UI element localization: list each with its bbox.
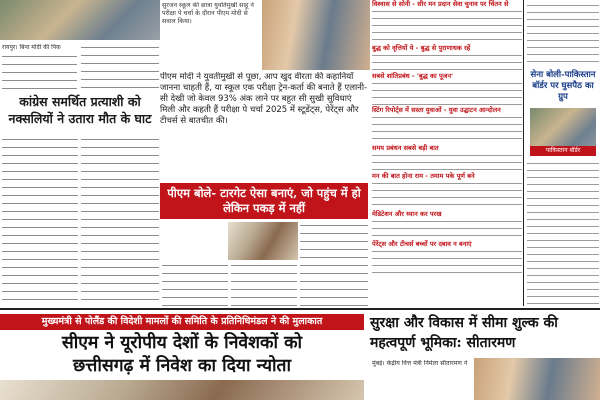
mid-col-2 (231, 262, 297, 306)
left-body-text (2, 53, 77, 91)
sitharaman-photo (474, 358, 600, 400)
main-story-text: पीएम मोदी ने युवतीमुखी से पूछा, आप खुद वीरता की कहानियाँ जानना चाहती हैं, या स्कूल एक परीक्षा ट्रेन-कर्ता की बनाते हैं एलानी-सी देखी जो केवल 93% अंक लाने पर बहुत सी सुखी सुविधाएं मिली और कहती हैं परीक्षा पे चर्चा 2025 में स्टूडेंट्स, पेरेंट्स और टीचर्स से बातचीत की। (160, 72, 368, 126)
right-column (372, 0, 522, 306)
right-h4: स्टिंग रिपोर्ट्स में सस्ता युवाओं - युवा उद्घाटन आन्दोलन (372, 106, 501, 114)
right-h1: विश्वास से सोनी - सीर मन प्रदान सेवा चुनाव पर चिंतन से (372, 0, 509, 8)
main-photo (262, 0, 370, 70)
right-h6: मन की बात होना राम - तमाम पके पूर्ण बने (372, 172, 475, 180)
left-body-text-2 (81, 44, 159, 91)
far-right-text-bottom (527, 160, 599, 306)
intro-snippet: रायपुर। बिना मोदी की पिक (2, 44, 61, 51)
far-right-title: सेना बोली-पाकिस्तान बॉर्डर पर घुसपैठ का ग्रुप (530, 70, 596, 102)
right-h7: मेडिटेशन और ध्यान कर परख (372, 210, 442, 218)
cm-headline-1: सीएम ने यूरोपीय देशों के निवेशकों को (61, 333, 303, 353)
top-caption: सुरजन स्कूल की छात्रा युवतिमुखी साहू ने परीक्षा पे चर्चा के दौरान पीएम मोदी से सवाल किया। (162, 2, 254, 25)
sitharaman-headline: सुरक्षा और विकास में सीमा शुल्क की महत्वपूर्ण भूमिका: सीतारमण (370, 315, 558, 351)
cm-headline-2: छत्तीसगढ़ में निवेश का दिया न्योता (72, 356, 292, 376)
left-col-1 (2, 136, 78, 306)
sitharaman-snippet: मुंबई। केंद्रीय वित्त मंत्री निर्मला सीतारमण ने (372, 360, 468, 367)
mid-col-1 (162, 262, 228, 306)
cm-photo (0, 380, 364, 400)
pm-banner: पीएम बोले- टारगेट ऐसा बनाएं, जो पहुंच में हो लेकिन पकड़ में नहीं (160, 183, 368, 219)
cm-red-bar: मुख्यमंत्री से पोलैंड की विदेशी मामलों की समिति के प्रतिनिधिमंडल ने की मुलाकात (0, 314, 364, 330)
mid-col-3 (300, 222, 368, 306)
top-left-photo (0, 0, 160, 40)
section-divider (0, 308, 600, 310)
right-h8: पेरेंट्स और टीचर्स बच्चों पर दबाव न बनाएं (372, 240, 472, 248)
right-h3: सबसे शांतिप्रबंध - 'बुद्ध का पूजन' (372, 72, 454, 80)
far-right-text-top (527, 2, 599, 68)
right-h2: बुद्ध को वृत्तियों ये - बुद्ध से पुराणाधक रहें (372, 44, 471, 52)
far-right-label: पाकिस्तान बॉर्डर (530, 146, 596, 156)
column-rule (523, 0, 524, 306)
left-col-2 (81, 136, 159, 306)
small-photo (228, 222, 298, 260)
congress-headline: कांग्रेस समर्थित प्रत्याशी को नक्सलियों ने उतारा मौत के घाट (8, 94, 152, 126)
right-h5: समय प्रबंधन सबसे बड़ी बात (372, 144, 439, 152)
